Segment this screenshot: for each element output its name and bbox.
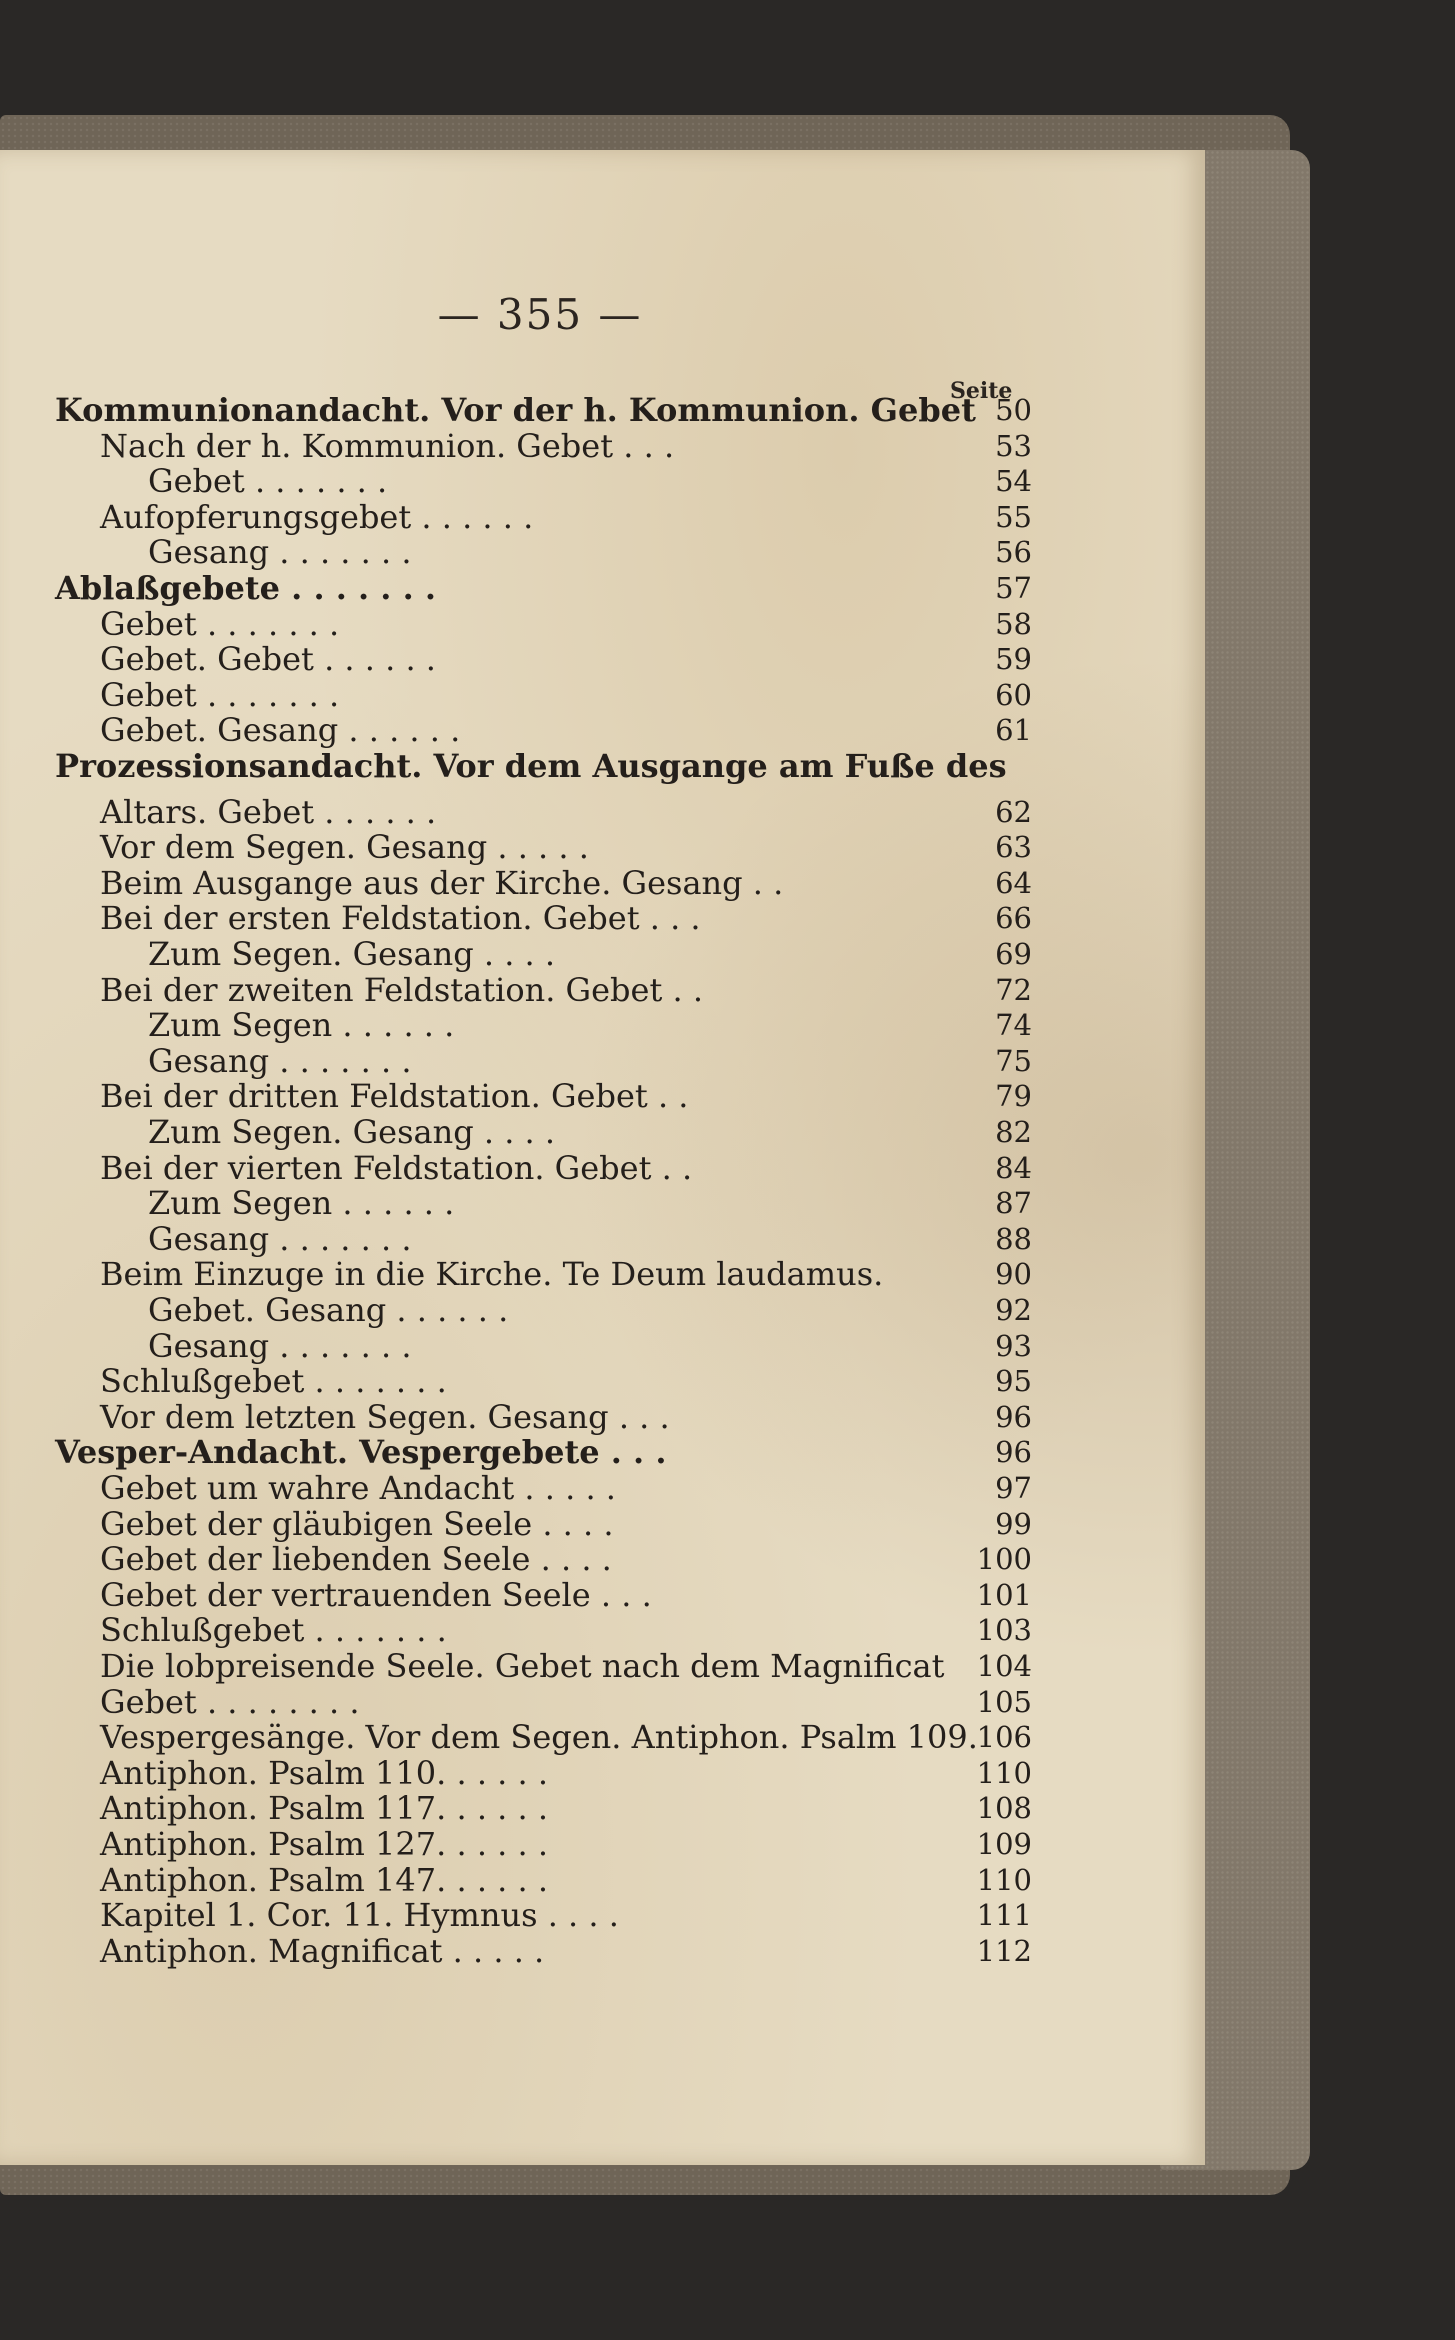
toc-entry-page: 87 [995, 1186, 1032, 1221]
toc-entry-text: Aufopferungsgebet . . . . . . [100, 497, 534, 536]
toc-entry-page: 99 [995, 1506, 1032, 1541]
toc-entry-text: Gebet. Gesang . . . . . . [148, 1291, 509, 1329]
toc-entry-page: 55 [995, 499, 1032, 534]
toc-entry-page: 61 [995, 713, 1032, 748]
toc-entry-page: 109 [976, 1827, 1032, 1861]
toc-entry-page: 84 [995, 1150, 1032, 1185]
toc-entry-page: 105 [976, 1684, 1032, 1719]
toc-entry-text: Vor dem letzten Segen. Gesang . . . [100, 1397, 670, 1436]
page-number: — 355 — [437, 290, 643, 339]
toc-entry-page: 50 [995, 393, 1032, 427]
toc-entry-page: 90 [995, 1257, 1032, 1292]
toc-entry-page: 103 [976, 1613, 1032, 1648]
toc-entry-text: Altars. Gebet . . . . . . [100, 792, 437, 831]
toc-entry-text: Bei der dritten Feldstation. Gebet . . [100, 1077, 689, 1116]
toc-entry-text: Prozessionsandacht. Vor dem Ausgange am Fuße des [55, 747, 1007, 785]
toc-entry-text: Nach der h. Kommunion. Gebet . . . [100, 426, 675, 465]
toc-entry-text: Zum Segen. Gesang . . . . [148, 935, 556, 973]
toc-entry-page: 110 [976, 1755, 1032, 1790]
toc-entry-page: 69 [995, 937, 1032, 971]
toc-entry-page: 57 [995, 571, 1032, 605]
toc-entry-page: 62 [995, 794, 1032, 829]
toc-entry-page: 54 [995, 464, 1032, 499]
toc-entry-page: 66 [995, 901, 1032, 936]
toc-entry-text: Gebet der liebenden Seele . . . . [100, 1540, 612, 1579]
toc-entry-page: 88 [995, 1221, 1032, 1256]
toc-entry-text: Gebet um wahre Andacht . . . . . [100, 1469, 616, 1507]
toc-entry-page: 96 [995, 1435, 1032, 1470]
toc-entry-text: Gebet . . . . . . . . [100, 1682, 360, 1721]
toc-entry-text: Gesang . . . . . . . [148, 1326, 412, 1365]
column-header-seite: Seite [950, 378, 1013, 404]
toc-entry-page: 93 [995, 1328, 1032, 1363]
toc-entry-text: Schlußgebet . . . . . . . [100, 1611, 447, 1650]
toc-entry-page: 112 [976, 1933, 1032, 1968]
toc-entry-text: Gesang . . . . . . . [148, 1041, 412, 1080]
toc-entry-page: 64 [995, 865, 1032, 900]
toc-entry-text: Beim Einzuge in die Kirche. Te Deum laudamus. [100, 1255, 884, 1294]
toc-entry-text: Schlußgebet . . . . . . . [100, 1362, 447, 1401]
toc-entry-text: Bei der zweiten Feldstation. Gebet . . [100, 970, 703, 1009]
toc-entry-page: 95 [995, 1364, 1032, 1399]
toc-entry-text: Bei der ersten Feldstation. Gebet . . . [100, 899, 701, 938]
toc-entry-text: Antiphon. Psalm 147. . . . . . [100, 1860, 549, 1899]
toc-entry-page: 72 [995, 972, 1032, 1007]
toc-entry-text: Gebet der gläubigen Seele . . . . [100, 1504, 614, 1543]
toc-entry-text: Zum Segen . . . . . . [148, 1184, 455, 1223]
toc-entry-text: Vor dem Segen. Gesang . . . . . [100, 828, 589, 867]
toc-entry-text: Kapitel 1. Cor. 11. Hymnus . . . . [100, 1896, 619, 1935]
toc-entry-text: Beim Ausgange aus der Kirche. Gesang . . [100, 863, 784, 902]
toc-entry-text: Gebet . . . . . . . [100, 675, 340, 714]
toc-entry-text: Antiphon. Psalm 127. . . . . . [100, 1825, 549, 1863]
toc-entry-text: Gebet. Gebet . . . . . . [100, 640, 436, 679]
toc-entry-text: Ablaßgebete . . . . . . . [55, 569, 436, 607]
toc-entry-text: Zum Segen. Gesang . . . . [148, 1113, 556, 1151]
toc-entry-text: Antiphon. Magnificat . . . . . [100, 1931, 545, 1970]
toc-entry-text: Gebet . . . . . . . [100, 604, 340, 643]
toc-entry-text: Vespergesänge. Vor dem Segen. Antiphon. Psalm 109. [100, 1718, 978, 1757]
toc-entry-page: 60 [995, 677, 1032, 712]
toc-entry-page: 82 [995, 1115, 1032, 1149]
toc-entry-page: 96 [995, 1399, 1032, 1434]
toc-entry-text: Antiphon. Psalm 117. . . . . . [100, 1789, 549, 1828]
toc-entry-page: 104 [976, 1649, 1032, 1683]
toc-entry-text: Zum Segen . . . . . . [148, 1006, 455, 1045]
toc-entry-text: Gesang . . . . . . . [148, 533, 412, 572]
toc-entry-text: Gebet . . . . . . . [148, 462, 388, 501]
toc-entry-page: 97 [995, 1471, 1032, 1505]
toc-entry-page: 56 [995, 535, 1032, 570]
toc-entry-text: Vesper-Andacht. Vespergebete . . . [55, 1433, 667, 1472]
toc-entry-page: 108 [976, 1791, 1032, 1826]
toc-entry-page: 92 [995, 1293, 1032, 1327]
toc-entry-text: Bei der vierten Feldstation. Gebet . . [100, 1148, 693, 1187]
toc-entry-page: 79 [995, 1079, 1032, 1114]
toc-entry-page: 111 [976, 1898, 1032, 1933]
toc-entry-page: 53 [995, 428, 1032, 463]
toc-entry-text: Kommunionandacht. Vor der h. Kommunion. Gebet [55, 391, 976, 429]
toc-entry-text: Antiphon. Psalm 110. . . . . . [100, 1753, 549, 1792]
toc-entry-page: 58 [995, 606, 1032, 641]
toc-entry-page: 100 [976, 1542, 1032, 1577]
toc-entry-page: 75 [995, 1043, 1032, 1078]
toc-entry-page: 63 [995, 830, 1032, 865]
toc-entry-text: Gesang . . . . . . . [148, 1219, 412, 1258]
toc-entry-text: Gebet. Gesang . . . . . . [100, 711, 461, 750]
toc-entry-page: 74 [995, 1008, 1032, 1043]
toc-entry-page: 106 [976, 1720, 1032, 1755]
toc-entry-page: 110 [976, 1862, 1032, 1897]
toc-entry-text: Gebet der vertrauenden Seele . . . [100, 1575, 652, 1614]
toc-entry-page: 59 [995, 642, 1032, 677]
toc-entry-text: Die lobpreisende Seele. Gebet nach dem Magnificat [100, 1647, 945, 1685]
toc-entry-page: 101 [976, 1577, 1032, 1612]
